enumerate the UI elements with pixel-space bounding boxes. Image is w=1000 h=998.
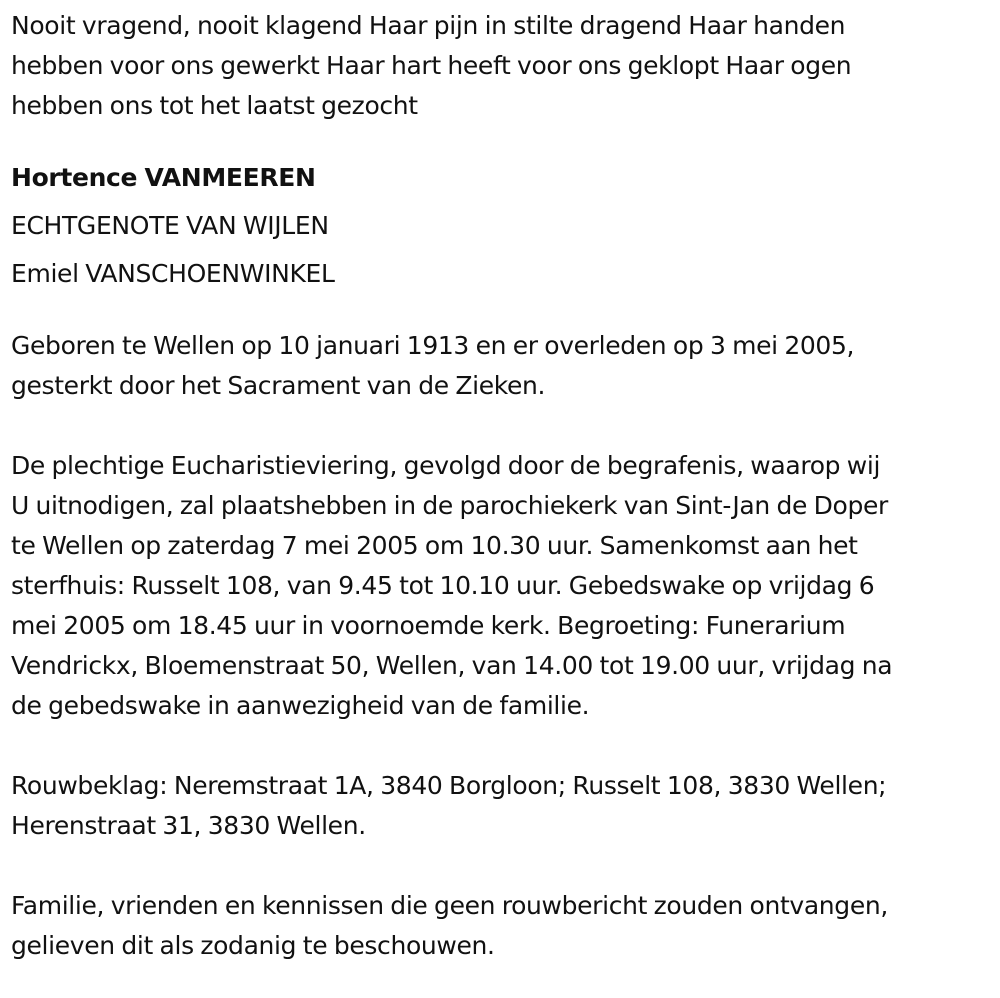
birth-death-line: gesterkt door het Sacrament van de Zieken. [11,371,546,400]
ceremony-line: Vendrickx, Bloemenstraat 50, Wellen, van 14.00 tot 19.00 uur, vrijdag na [11,651,893,680]
condolences-paragraph [11,766,986,846]
deceased-block [11,154,986,298]
ceremony-line: sterfhuis: Russelt 108, van 9.45 tot 10.10 uur. Gebedswake op vrijdag 6 [11,571,875,600]
deceased-name: Hortence VANMEEREN [11,163,316,192]
ceremony-paragraph [11,446,986,726]
verse-line: hebben ons tot het laatst gezocht [11,91,418,120]
ceremony-line: mei 2005 om 18.45 uur in voornoemde kerk. Begroeting: Funerarium [11,611,846,640]
spouse-name: Emiel VANSCHOENWINKEL [11,259,335,288]
verse-paragraph [11,6,986,126]
ceremony-line: De plechtige Eucharistieviering, gevolgd door de begrafenis, waarop wij [11,451,881,480]
death-notice [11,6,986,966]
closing-line: Familie, vrienden en kennissen die geen rouwbericht zouden ontvangen, [11,891,888,920]
relation-text: ECHTGENOTE VAN WIJLEN [11,211,329,240]
condolences-line: Herenstraat 31, 3830 Wellen. [11,811,366,840]
closing-line: gelieven dit als zodanig te beschouwen. [11,931,495,960]
closing-paragraph [11,886,986,966]
verse-line: Nooit vragend, nooit klagend Haar pijn in stilte dragend Haar handen [11,11,846,40]
birth-death-line: Geboren te Wellen op 10 januari 1913 en er overleden op 3 mei 2005, [11,331,855,360]
ceremony-line: de gebedswake in aanwezigheid van de familie. [11,691,590,720]
condolences-line: Rouwbeklag: Neremstraat 1A, 3840 Borgloon; Russelt 108, 3830 Wellen; [11,771,887,800]
ceremony-line: te Wellen op zaterdag 7 mei 2005 om 10.30 uur. Samenkomst aan het [11,531,858,560]
ceremony-line: U uitnodigen, zal plaatshebben in de parochiekerk van Sint-Jan de Doper [11,491,888,520]
birth-death-paragraph [11,326,986,406]
verse-line: hebben voor ons gewerkt Haar hart heeft voor ons geklopt Haar ogen [11,51,852,80]
